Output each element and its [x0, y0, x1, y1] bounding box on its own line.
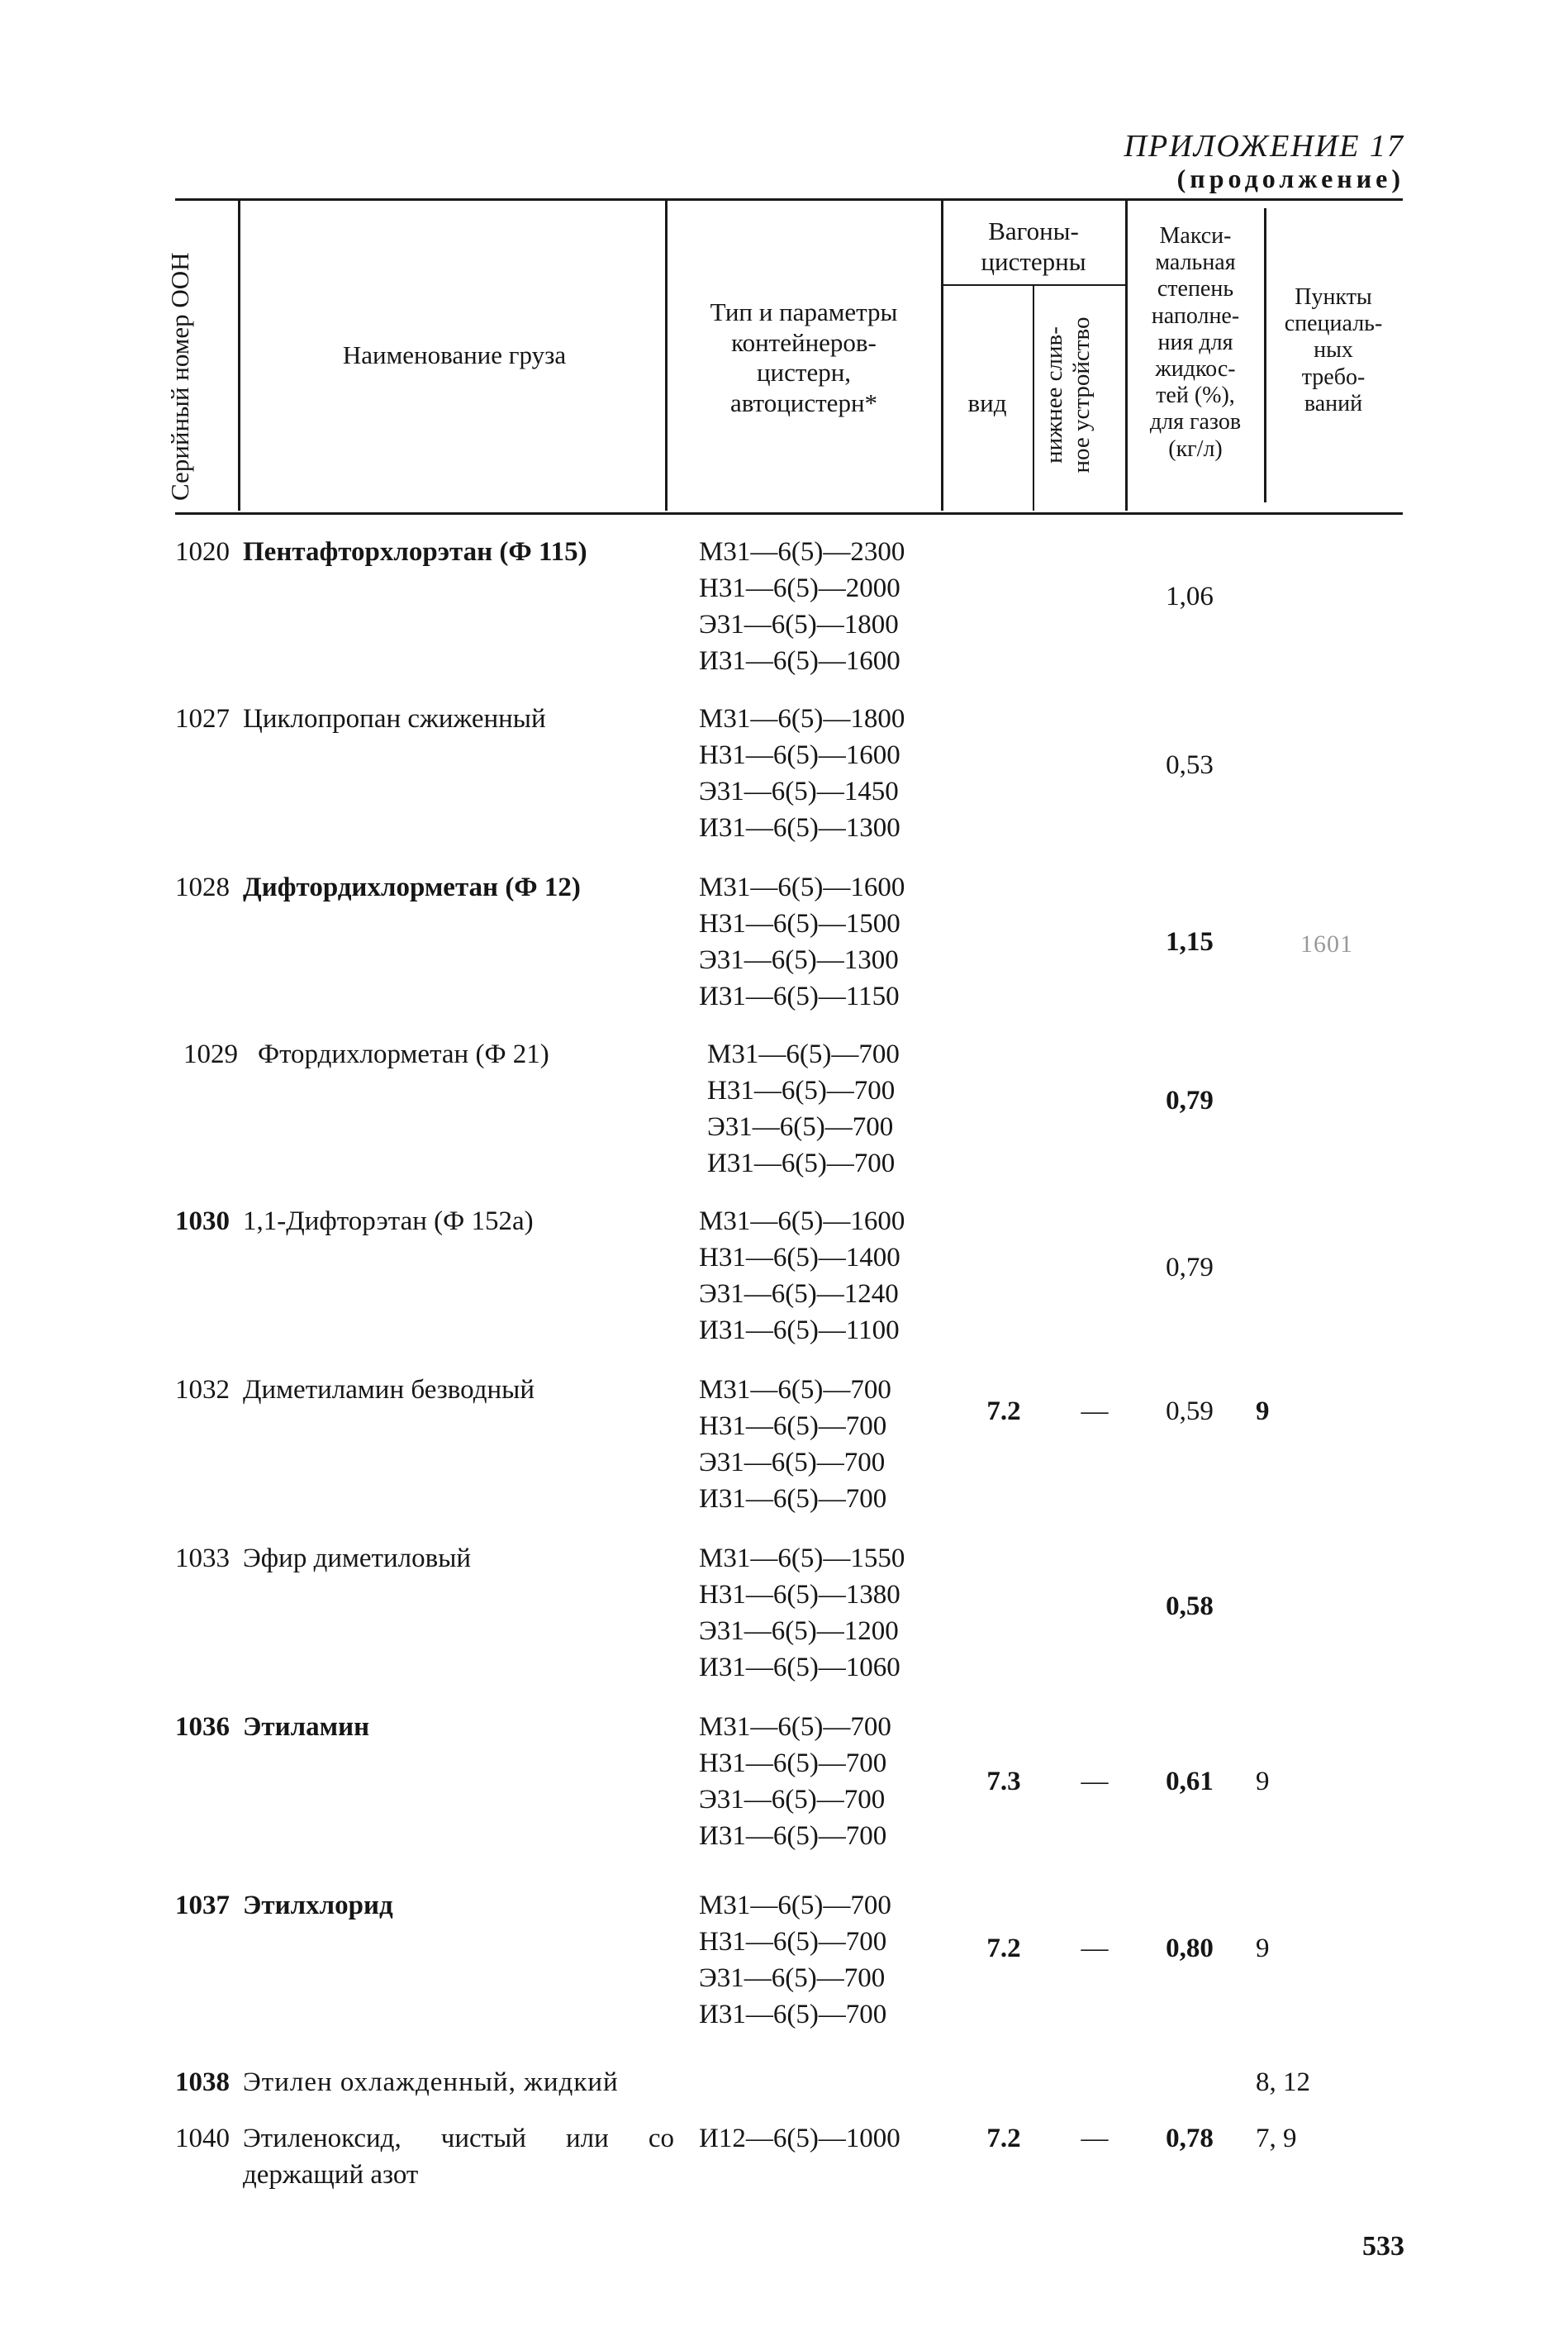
row-serial: 1020: [175, 537, 230, 567]
row-kind: 7.3: [986, 1767, 1021, 1796]
row-max-fill: 0,53: [1166, 750, 1214, 780]
row-serial: 1029: [183, 1039, 238, 1069]
row-max-fill: 0,59: [1166, 1396, 1214, 1426]
row-serial: 1027: [175, 704, 230, 734]
row-serial: 1037: [175, 1891, 230, 1920]
row-serial: 1033: [175, 1544, 230, 1573]
row-cargo-name: Этилхлорид: [243, 1891, 393, 1920]
header-serial: Серийный номер ООН: [165, 252, 194, 501]
header-name: Наименование груза: [342, 340, 567, 369]
row-tanks: М31—6(5)—1550 Н31—6(5)—1380 Э31—6(5)—1200 И31—6(5)—1060: [699, 1544, 905, 1682]
row-cargo-name-line2: держащий азот: [243, 2160, 419, 2190]
row-cargo-name: Этилен охлажденный, жидкий: [243, 2067, 619, 2097]
header-special-points: Пункты специаль- ных требо- ваний: [1284, 284, 1383, 416]
header-top-rule: [175, 198, 1403, 201]
header-bottom-rule: [175, 512, 1403, 515]
row-cargo-name-line1: Этиленоксид, чистый или со: [243, 2124, 674, 2153]
row-tanks: М31—6(5)—1800 Н31—6(5)—1600 Э31—6(5)—1450 И31—6(5)—1300: [699, 704, 905, 843]
row-max-fill: 1,15: [1166, 927, 1214, 957]
row-drain: —: [1081, 2124, 1109, 2153]
stray-mark: 1601: [1300, 930, 1353, 958]
header-max-fill: Макси- мальная степень наполне- ния для жидкос- тей (%), для газов (кг/л): [1149, 223, 1242, 462]
header-bottom-drain: нижнее слив- ное устройство: [1041, 316, 1095, 473]
header-tank-type: Тип и параметры контейнеров- цистерн, автоцистерн*: [710, 297, 898, 417]
row-special-points: 9: [1256, 1767, 1270, 1796]
row-max-fill: 0,79: [1166, 1253, 1214, 1282]
row-tanks: М31—6(5)—1600 Н31—6(5)—1500 Э31—6(5)—1300 И31—6(5)—1150: [699, 873, 905, 1011]
col-divider-5: [1125, 200, 1128, 511]
row-max-fill: 0,78: [1166, 2124, 1214, 2153]
row-special-points: 9: [1256, 1934, 1270, 1963]
row-serial: 1040: [175, 2124, 230, 2153]
row-cargo-name: Диметиламин безводный: [243, 1375, 535, 1405]
col-divider-4: [1033, 286, 1034, 511]
row-drain: —: [1081, 1767, 1109, 1796]
row-cargo-name: Циклопропан сжиженный: [243, 704, 546, 734]
header-kind: вид: [967, 388, 1007, 417]
col-divider-1: [238, 200, 240, 511]
row-max-fill: 0,79: [1166, 1086, 1214, 1116]
row-max-fill: 1,06: [1166, 582, 1214, 611]
row-drain: —: [1081, 1396, 1109, 1426]
row-serial: 1030: [175, 1206, 230, 1236]
row-serial: 1038: [175, 2067, 230, 2097]
row-tanks: М31—6(5)—2300 Н31—6(5)—2000 Э31—6(5)—1800 И31—6(5)—1600: [699, 537, 905, 676]
row-max-fill: 0,61: [1166, 1767, 1214, 1796]
row-tanks: М31—6(5)—700 Н31—6(5)—700 Э31—6(5)—700 И31—6(5)—700: [707, 1039, 900, 1178]
row-special-points: 7, 9: [1256, 2124, 1297, 2153]
row-cargo-name: [243, 2120, 674, 2193]
page-number: 533: [1362, 2231, 1404, 2262]
row-drain: —: [1081, 1934, 1109, 1963]
header-wagons: Вагоны- цистерны: [981, 216, 1086, 276]
row-max-fill: 0,80: [1166, 1934, 1214, 1963]
row-tanks: М31—6(5)—1600 Н31—6(5)—1400 Э31—6(5)—1240 И31—6(5)—1100: [699, 1206, 905, 1345]
row-special-points: 8, 12: [1256, 2067, 1310, 2097]
appendix-subtitle: (продолжение): [1176, 164, 1404, 193]
row-cargo-name: Пентафторхлорэтан (Ф 115): [243, 537, 587, 567]
row-cargo-name: Дифтордихлорметан (Ф 12): [243, 873, 581, 902]
row-cargo-name: 1,1-Дифторэтан (Ф 152а): [243, 1206, 534, 1236]
row-serial: 1032: [175, 1375, 230, 1405]
row-serial: 1036: [175, 1712, 230, 1742]
row-cargo-name: Фтордихлорметан (Ф 21): [258, 1039, 549, 1069]
row-tanks: М31—6(5)—700 Н31—6(5)—700 Э31—6(5)—700 И31—6(5)—700: [699, 1375, 891, 1514]
row-cargo-name: Этиламин: [243, 1712, 370, 1742]
row-tanks: И12—6(5)—1000: [699, 2124, 900, 2153]
row-kind: 7.2: [986, 1396, 1021, 1426]
row-serial: 1028: [175, 873, 230, 902]
row-tanks: М31—6(5)—700 Н31—6(5)—700 Э31—6(5)—700 И31—6(5)—700: [699, 1712, 891, 1851]
row-cargo-name: Эфир диметиловый: [243, 1544, 472, 1573]
row-kind: 7.2: [986, 2124, 1021, 2153]
row-special-points: 9: [1256, 1396, 1270, 1426]
row-max-fill: 0,58: [1166, 1591, 1214, 1621]
row-tanks: М31—6(5)—700 Н31—6(5)—700 Э31—6(5)—700 И31—6(5)—700: [699, 1891, 891, 2029]
row-kind: 7.2: [986, 1934, 1021, 1963]
appendix-title: ПРИЛОЖЕНИЕ 17: [1124, 129, 1404, 164]
